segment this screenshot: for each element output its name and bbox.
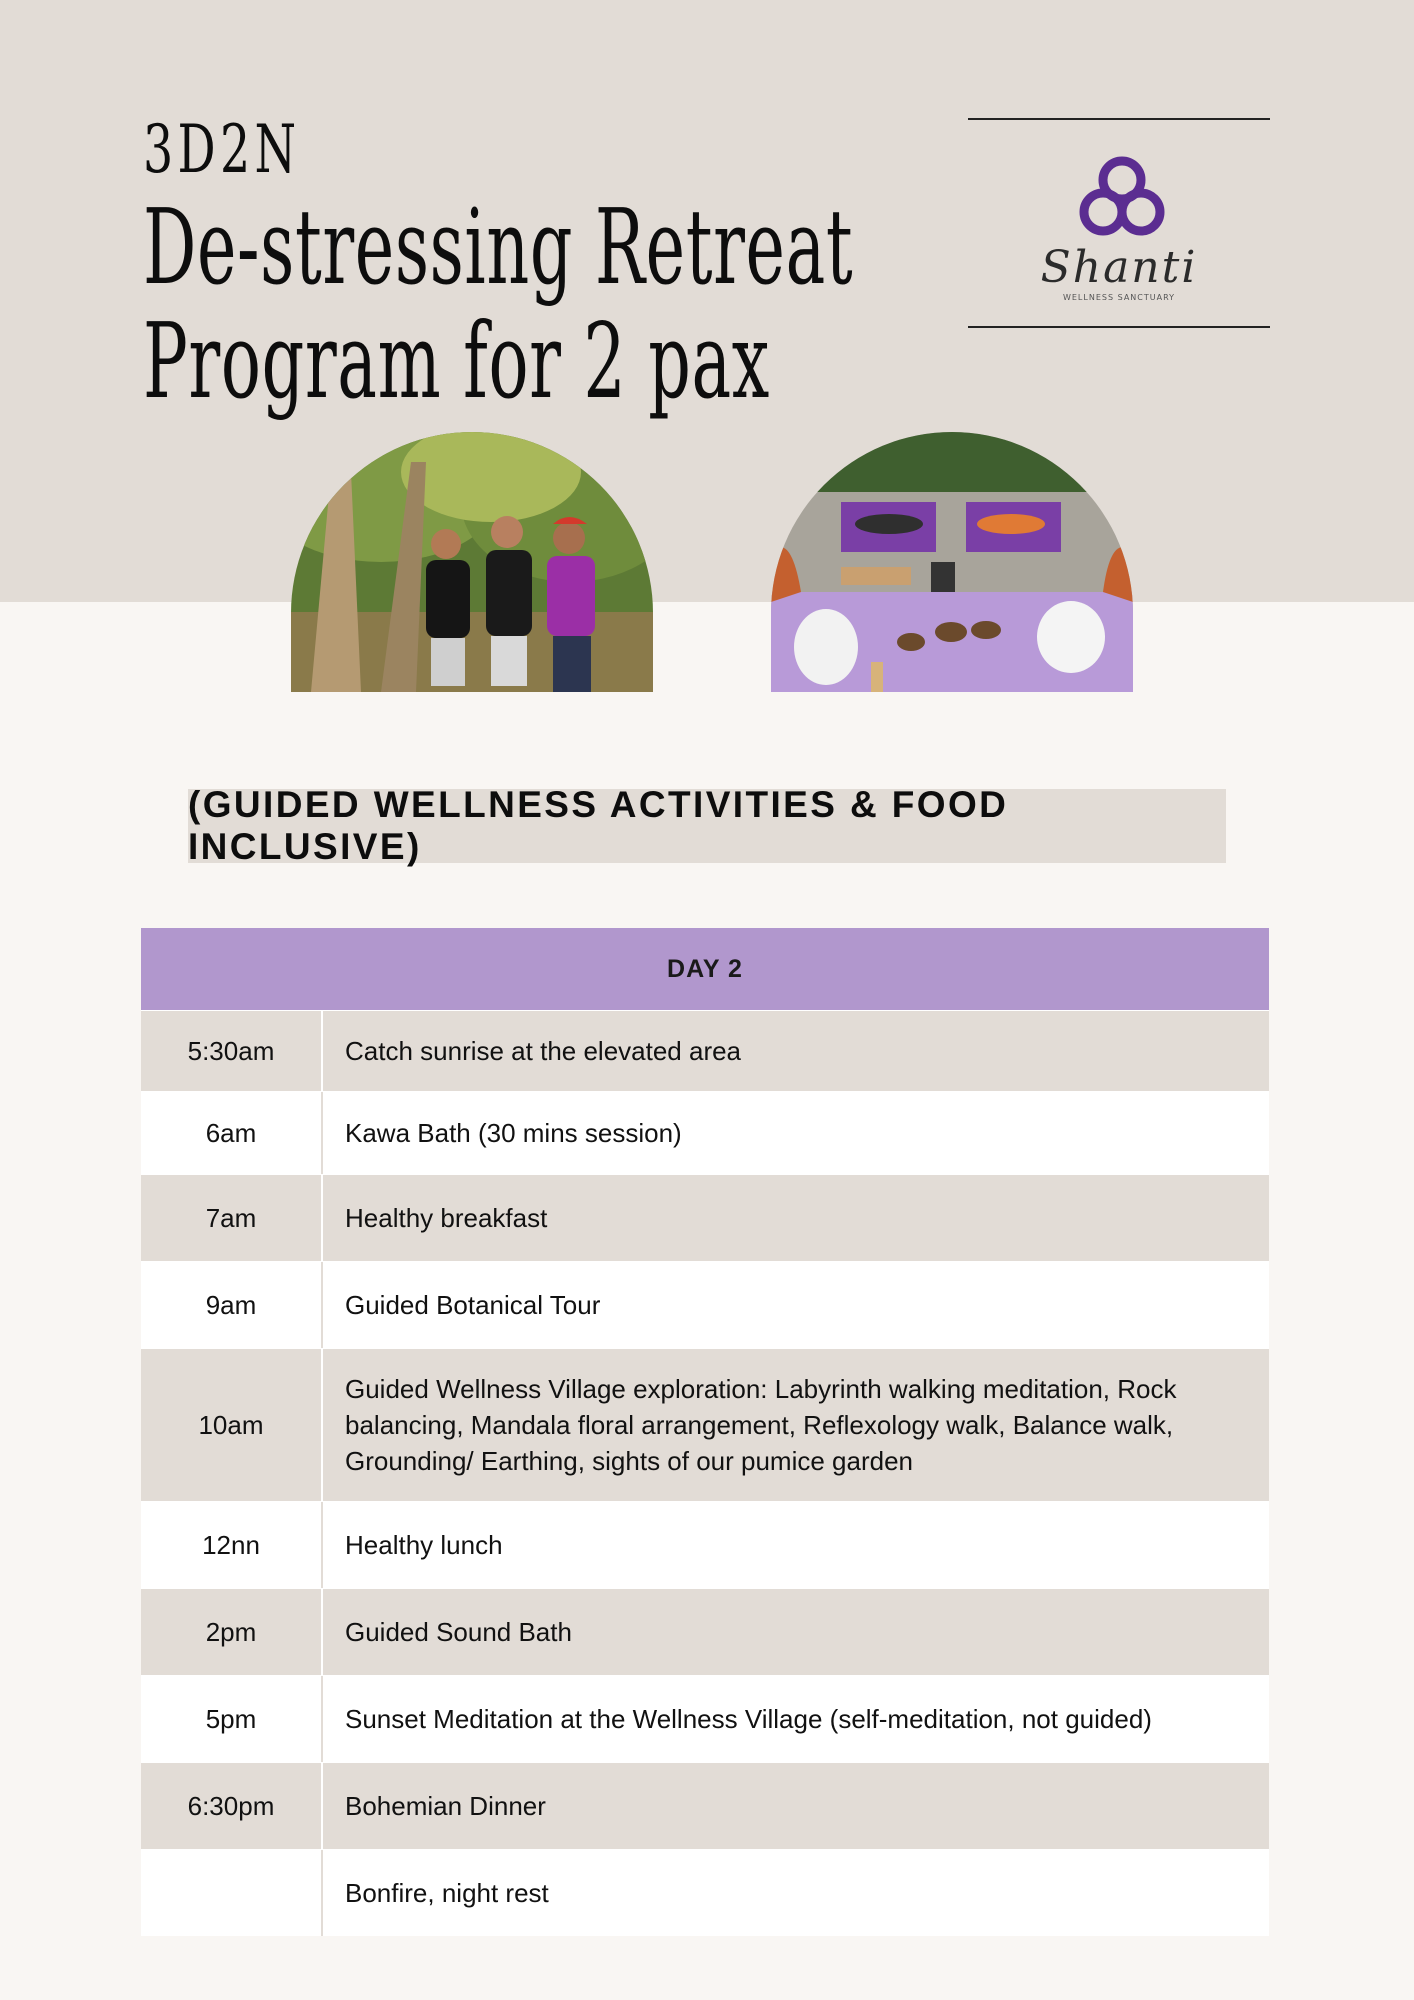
title-line-1: De-stressing Retreat [143,186,854,308]
table-row [141,1762,1269,1849]
table-row [141,1010,1269,1091]
duration-label: 3D2N [143,111,301,188]
time-cell: 5:30am [141,1011,323,1091]
table-row [141,1675,1269,1762]
title-line-2: Program for 2 pax [143,300,770,422]
table-row [141,1501,1269,1588]
time-cell: 6:30pm [141,1763,323,1849]
table-row [141,1091,1269,1174]
time-cell: 6am [141,1092,323,1174]
activity-cell: Catch sunrise at the elevated area [345,1036,742,1066]
logo-tagline: WELLNESS SANCTUARY [1062,293,1176,302]
table-row [141,1174,1269,1261]
table-row [141,1348,1269,1501]
time-cell [141,1850,323,1936]
subtitle-banner [188,784,1226,867]
activity-cell: Kawa Bath (30 mins session) [345,1118,682,1148]
activity-cell: Healthy breakfast [345,1203,548,1233]
logo-wordmark: Shanti [1040,242,1198,293]
brand-logo [968,118,1270,328]
table-row [141,1849,1269,1936]
time-cell: 10am [141,1349,323,1501]
triquetra-icon [1072,154,1172,244]
time-cell: 12nn [141,1502,323,1588]
activity-cell: Healthy lunch [345,1530,503,1560]
activity-cell: Sunset Meditation at the Wellness Village (self-meditation, not guided) [345,1704,1152,1734]
activity-cell: Guided Sound Bath [345,1617,572,1647]
time-cell: 5pm [141,1676,323,1762]
time-cell: 2pm [141,1589,323,1675]
schedule-table [141,928,1269,1936]
table-row [141,1261,1269,1348]
table-row [141,1588,1269,1675]
activity-cell: Guided Botanical Tour [345,1290,601,1320]
activity-cell: Bonfire, night rest [345,1878,549,1908]
activity-cell: Guided Wellness Village exploration: Labyrinth walking meditation, Rock balancing, Mandala floral arrangement, Reflexology walk, Balance walk, Grounding/ Earthing, sights of our pumice garden [345,1374,1177,1476]
time-cell: 9am [141,1262,323,1348]
time-cell: 7am [141,1175,323,1261]
day-header: DAY 2 [141,928,1269,1010]
subtitle-text: (GUIDED WELLNESS ACTIVITIES & FOOD INCLUSIVE) [188,784,1009,867]
activity-cell: Bohemian Dinner [345,1791,546,1821]
